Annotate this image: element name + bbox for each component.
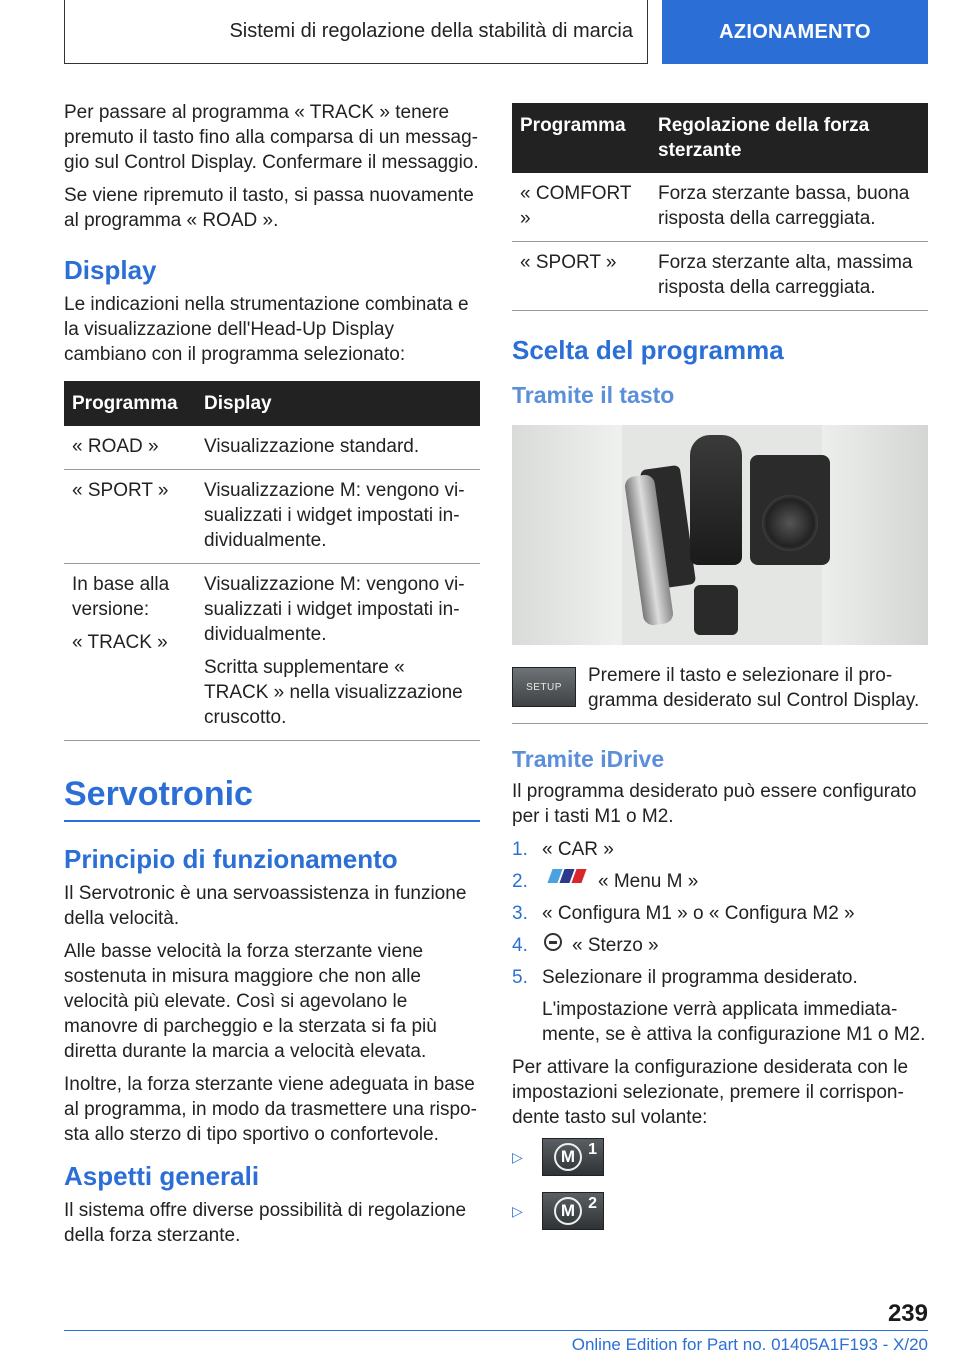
table-row [512,173,928,242]
page-number: 239 [887,1300,928,1327]
table-header-program: Programma [512,103,650,173]
table-row [512,242,928,311]
step-text: « Sterzo » [572,935,659,956]
table-row [64,426,480,470]
table-row [64,470,480,564]
footer-divider [64,1330,928,1331]
intro-paragraph-2: Se viene ripremuto il tasto, si passa nuovamente al programma « ROAD ». [64,185,474,231]
list-item [512,869,928,894]
idrive-heading: Tramite iDrive [512,746,665,772]
section-title: Sistemi di regolazione della stabilità di marcia [64,0,648,64]
intro-paragraph-1: Per passare al programma « TRACK » tenere premuto il tasto fino alla comparsa di un messaggio sul Control Display. Confermare il messaggio. [64,102,479,173]
step-number: 2. [512,871,528,892]
m1-index: 1 [588,1141,597,1158]
table-cell: « SPORT » [512,242,650,311]
setup-text: Premere il tasto e selezionare il programma desiderato sul Control Display. [588,665,920,711]
idrive-paragraph: Il programma desiderato può essere configurato per i tasti M1 o M2. [512,781,917,827]
table-cell: Forza sterzante bassa, buona risposta della carreggiata. [650,173,928,242]
steering-force-table [512,103,928,311]
button-heading: Tramite il tasto [512,382,675,408]
step-number: 4. [512,935,528,956]
chapter-tab[interactable]: AZIONAMENTO [662,0,928,64]
choice-heading: Scelta del programma [512,335,784,365]
principle-heading: Principio di funzionamento [64,844,398,874]
table-cell: In base alla versione: [72,574,170,620]
step-text: « Configura M1 » o « Configura M2 » [542,903,855,924]
principle-paragraph-3: Inoltre, la forza sterzante viene adeguata in base al programma, in modo da trasmettere una risposta allo sterzo di tipo sportivo o confortevole. [64,1074,477,1145]
m1-button-row [512,1138,928,1176]
activate-paragraph: Per attivare la configurazione desiderata con le impostazioni selezionate, premere il corrispondente tasto sul volante: [512,1057,909,1128]
display-heading: Display [64,255,157,285]
general-heading: Aspetti generali [64,1161,260,1191]
table-header-force: Regolazione della forza sterzante [650,103,928,173]
table-cell: Forza sterzante alta, massima risposta della carreggiata. [650,242,928,311]
m-logo-icon [546,869,590,883]
table-cell: « TRACK » [72,632,168,653]
m2-button-icon [542,1192,604,1230]
left-column [64,100,480,1256]
m2-index: 2 [588,1195,597,1212]
table-cell: Visualizzazione M: vengono visualizzati i widget impostati individualmente. [204,480,465,551]
right-column [512,103,928,1246]
table-cell: « ROAD » [72,436,159,457]
table-header-display: Display [196,381,480,426]
table-cell: Visualizzazione standard. [204,436,420,457]
step-text: Selezionare il programma desiderato. [542,967,858,988]
table-cell: « COMFORT » [512,173,650,242]
m1-button-icon [542,1138,604,1176]
step-number: 1. [512,839,528,860]
list-item [512,965,928,990]
servotronic-heading: Servotronic [64,775,480,822]
edition-footer: Online Edition for Part no. 01405A1F193 - X/20 [571,1335,928,1354]
page-header [64,0,928,64]
general-paragraph: Il sistema offre diverse possibilità di regolazione della forza sterzante. [64,1200,467,1246]
display-paragraph: Le indicazioni nella strumentazione combinata e la visualizzazione dell'Head-Up Display cambiano con il programma selezionato: [64,294,469,365]
table-cell: « SPORT » [72,480,169,501]
steps-list [512,837,928,990]
list-item [512,933,928,958]
parking-brake-switch [694,585,738,635]
principle-paragraph-2: Alle basse velocità la forza sterzante viene sostenuta in misura maggiore che non alle velocità più elevate. Così si agevolano le manovre di parcheggio e la sterzata si fa più diretta durante la marcia a velocità elevata. [64,941,437,1062]
gear-selector [690,435,742,565]
step-number: 3. [512,903,528,924]
step-text: « CAR » [542,839,614,860]
m2-letter: M [554,1197,582,1225]
list-item [512,901,928,926]
center-console-photo [512,425,928,645]
table-cell: Scritta supplementare « TRACK » nella visualizzazione cruscotto. [204,657,463,728]
step-5-note: L'impostazione verrà applicata immediatamente, se è attiva la configurazione M1 o M2. [542,999,926,1045]
table-header-program: Programma [64,381,196,426]
triangle-bullet-icon: ▷ [512,1202,523,1219]
step-number: 5. [512,967,528,988]
step-text: « Menu M » [598,871,699,892]
principle-paragraph-1: Il Servotronic è una servoassistenza in funzione della velocità. [64,883,467,929]
setup-button-icon: SETUP [512,667,576,707]
table-cell: Visualizzazione M: vengono visualizzati i widget impostati individualmente. [204,574,465,645]
display-table [64,381,480,741]
list-item [512,837,928,862]
m2-button-row [512,1192,928,1230]
table-row [64,564,480,741]
setup-instruction [512,663,928,724]
triangle-bullet-icon: ▷ [512,1148,523,1165]
idrive-controller-knob [762,495,818,551]
steering-wheel-icon [544,933,562,951]
m1-letter: M [554,1143,582,1171]
